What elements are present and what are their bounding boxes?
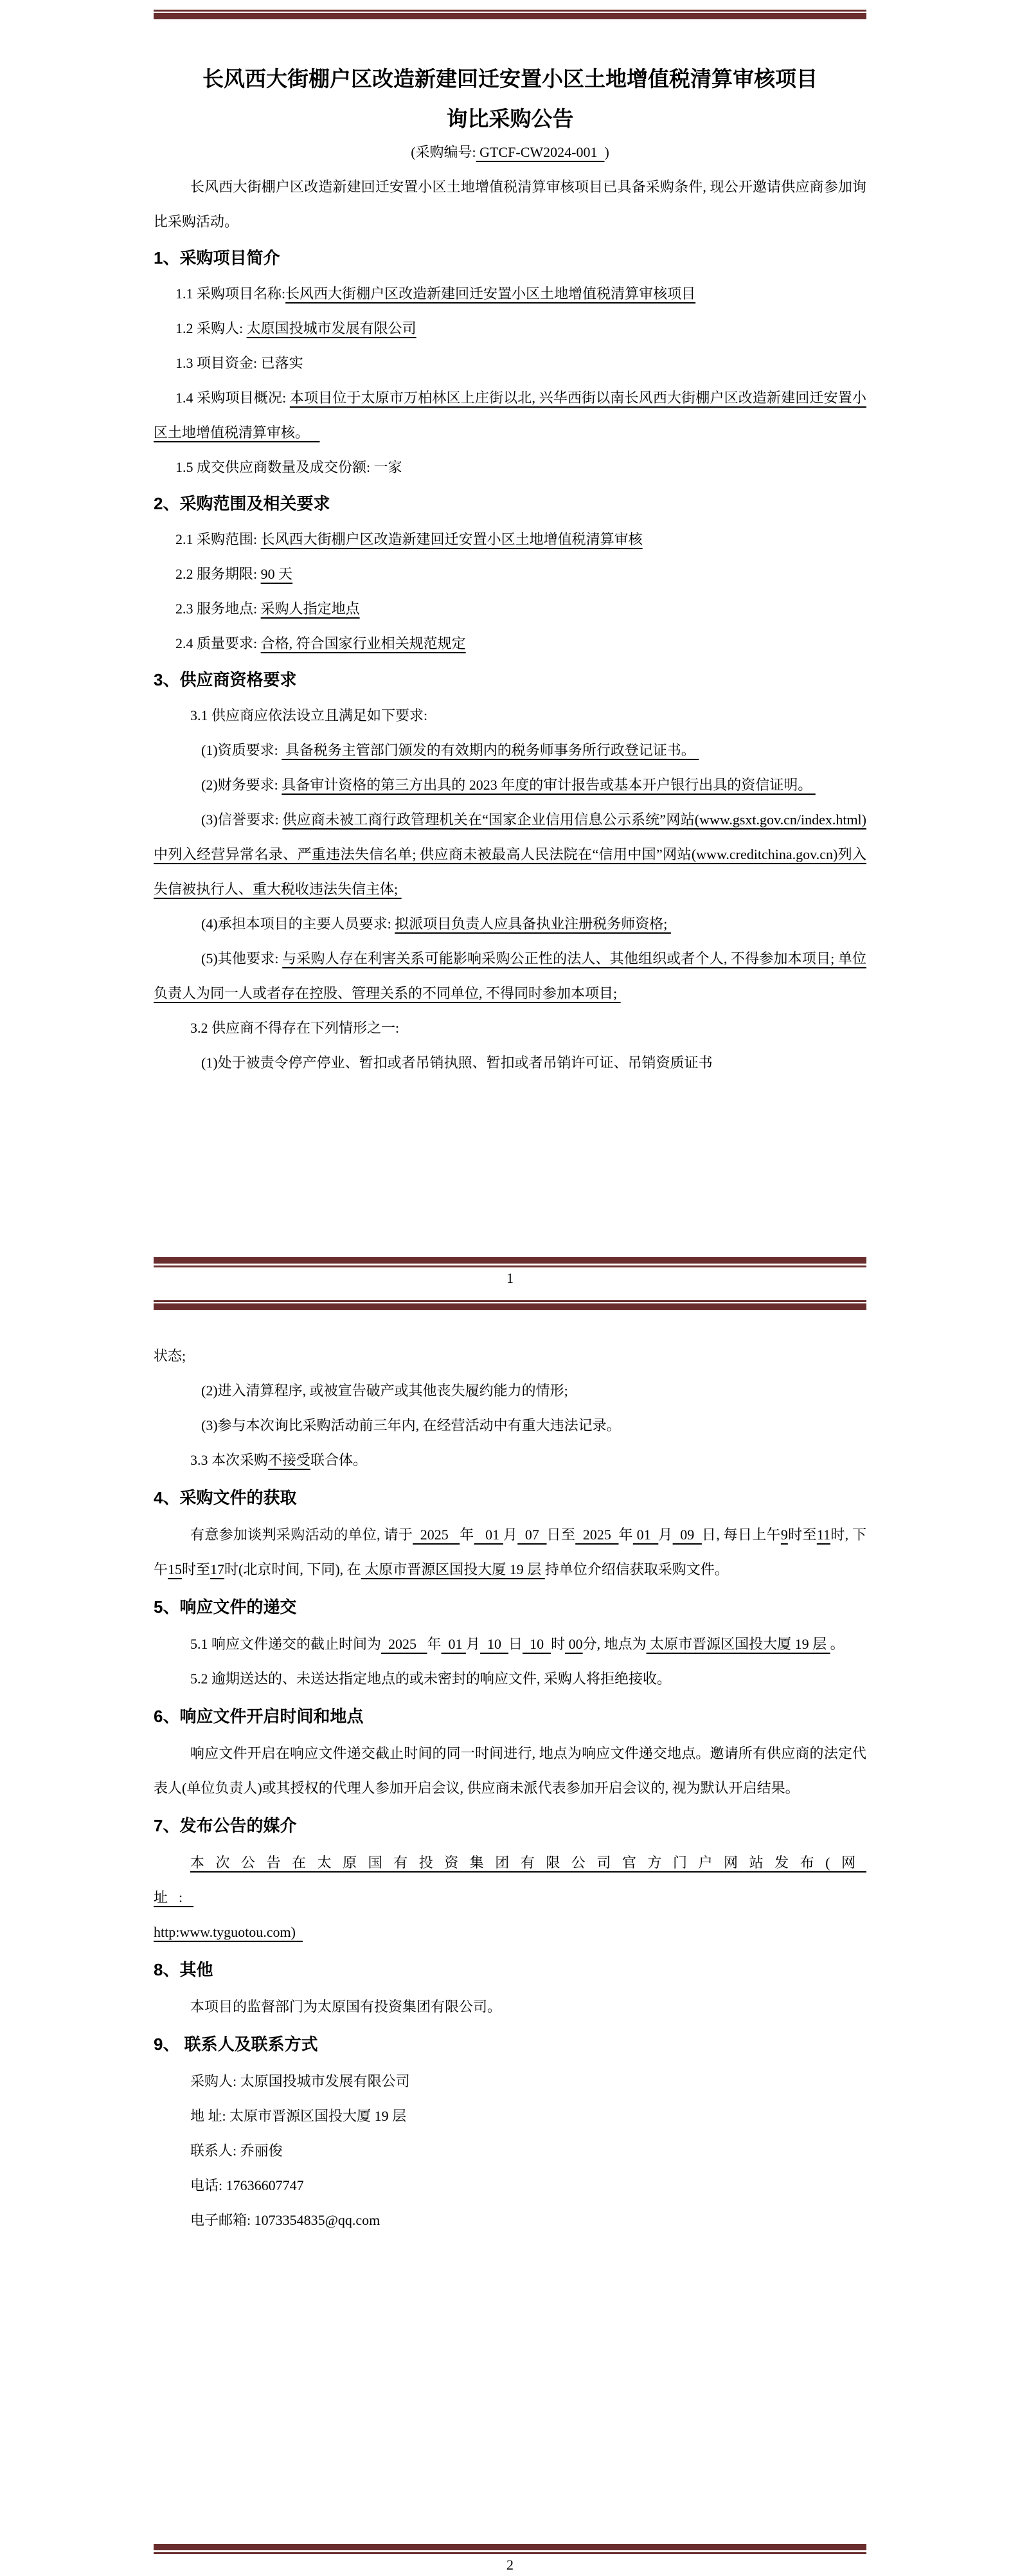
item-1-1-label: 1.1 采购项目名称:	[175, 286, 286, 302]
qual-3	[154, 803, 866, 907]
item-3-2: 3.2 供应商不得存在下列情形之一:	[190, 1020, 400, 1036]
procurement-number-line	[154, 135, 866, 170]
item-2-1-value: 长风西大街棚户区改造新建回迁安置小区土地增值税清算审核	[260, 531, 643, 547]
text-run: 日至	[546, 1527, 576, 1543]
cond-3: (3)参与本次询比采购活动前三年内, 在经营活动中有重大违法记录。	[201, 1417, 621, 1433]
blank-month-to: 01	[632, 1527, 659, 1543]
heading-8: 8、其他	[154, 1960, 213, 1979]
page2-number: 2	[506, 2557, 514, 2573]
text-run: 年	[618, 1527, 633, 1543]
item-1-3: 1.3 项目资金: 已落实	[175, 355, 303, 371]
cond-2: (2)进入清算程序, 或被宣告破产或其他丧失履约能力的情形;	[201, 1383, 568, 1399]
para-intro: 长风西大街棚户区改造新建回迁安置小区土地增值税清算审核项目已具备采购条件, 现公开邀请供应商参加询比采购活动。	[154, 179, 866, 230]
text-run: 有意参加谈判采购活动的单位, 请于	[190, 1527, 413, 1543]
page2-footer-thin-rule	[154, 2552, 866, 2554]
cond-1-continuation: 状态;	[154, 1348, 186, 1364]
item-1-1	[154, 277, 866, 311]
text-run: 月	[658, 1527, 673, 1543]
heading-6: 6、响应文件开启时间和地点	[154, 1707, 364, 1726]
text-run: 月	[503, 1527, 518, 1543]
item-2-1	[154, 522, 866, 557]
contact-address: 地 址: 太原市晋源区国投大厦 19 层	[190, 2108, 407, 2124]
item-1-1-value: 长风西大街棚户区改造新建回迁安置小区土地增值税清算审核项目	[285, 286, 696, 302]
heading-4: 4、采购文件的获取	[154, 1488, 297, 1507]
para-opening: 响应文件开启在响应文件递交截止时间的同一时间进行, 地点为响应文件递交地点。邀请所有供应商的法定代表人(单位负责人)或其授权的代理人参加开启会议, 供应商未派代表参加开启会议的, 视为默认开启结果。	[154, 1745, 866, 1796]
cond-1: (1)处于被责令停产停业、暂扣或者吊销执照、暂扣或者吊销许可证、吊销资质证书	[201, 1055, 713, 1071]
item-5-2: 5.2 逾期送达的、未送达指定地点的或未密封的响应文件, 采购人将拒绝接收。	[190, 1671, 672, 1687]
text-run: 分, 地点为	[582, 1636, 647, 1652]
text-run: 时(北京时间, 下同), 在	[224, 1561, 361, 1577]
heading-9: 9、 联系人及联系方式	[154, 2035, 318, 2054]
ref-suffix: )	[604, 144, 609, 160]
text-run: 年	[427, 1636, 442, 1652]
blank-deadline-year: 2025	[381, 1636, 427, 1652]
item-2-2	[154, 557, 866, 592]
para-media	[154, 1846, 866, 1950]
ref-number: GTCF-CW2024-001	[476, 144, 605, 160]
item-1-4-label: 1.4 采购项目概况:	[175, 390, 290, 406]
page2-footer-thick-rule	[154, 2544, 866, 2550]
qual-4	[154, 907, 866, 941]
page2-header-thin-rule	[154, 1300, 866, 1302]
item-3-3	[154, 1443, 866, 1478]
blank-deadline-day: 10	[480, 1636, 509, 1652]
para-acquisition	[154, 1518, 866, 1587]
text-run: 时至	[787, 1527, 817, 1543]
blank-hour-am-to: 11	[816, 1527, 830, 1543]
qual-2-label: (2)财务要求:	[201, 777, 282, 793]
blank-deadline-month: 01	[441, 1636, 467, 1652]
heading-7: 7、发布公告的媒介	[154, 1816, 297, 1835]
blank-hour-am-from: 9	[780, 1527, 788, 1543]
blank-location: 太原市晋源区国投大厦 19 层	[361, 1561, 545, 1577]
text-run: 日, 每日上午	[701, 1527, 781, 1543]
blank-hour-pm-from: 15	[168, 1561, 183, 1577]
qual-1-value: 具备税务主管部门颁发的有效期内的税务师事务所行政登记证书。	[282, 742, 699, 758]
text-run: 年	[460, 1527, 474, 1543]
blank-day-from: 07	[517, 1527, 547, 1543]
item-2-4-value: 合格, 符合国家行业相关规范规定	[260, 635, 466, 651]
text-run: 时, 下午	[154, 1527, 866, 1577]
item-2-2-label: 2.2 服务期限:	[175, 566, 261, 582]
text-run: 月	[466, 1636, 481, 1652]
item-1-2-value: 太原国投城市发展有限公司	[246, 320, 416, 336]
qual-1-label: (1)资质要求:	[201, 742, 282, 758]
item-3-3-emph: 不接受	[268, 1452, 311, 1468]
para-supervisor: 本项目的监督部门为太原国有投资集团有限公司。	[190, 1999, 502, 2015]
item-3-3-post: 联合体。	[310, 1452, 368, 1468]
qual-2	[154, 768, 866, 803]
item-2-4	[154, 626, 866, 661]
item-2-3-value: 采购人指定地点	[260, 601, 360, 617]
page2-content	[154, 1339, 866, 2238]
text-run: 时至	[182, 1561, 211, 1577]
item-3-1: 3.1 供应商应依法设立且满足如下要求:	[190, 707, 428, 723]
blank-deadline-minute: 00	[565, 1636, 583, 1652]
heading-1: 1、采购项目简介	[154, 248, 280, 268]
blank-hour-pm-to: 17	[210, 1561, 225, 1577]
blank-day-to: 09	[672, 1527, 702, 1543]
media-line1: 本次公告在太原国有投资集团有限公司官方门户网站发布(网址:	[154, 1855, 866, 1905]
text-run: 日	[508, 1636, 523, 1652]
text-run: 时	[551, 1636, 566, 1652]
media-url: http:www.tyguotou.com)	[154, 1924, 303, 1940]
doc-title-line1: 长风西大街棚户区改造新建回迁安置小区土地增值税清算审核项目	[202, 68, 818, 91]
qual-4-value: 拟派项目负责人应具备执业注册税务师资格;	[395, 916, 671, 932]
qual-5-value: 与采购人存在利害关系可能影响采购公正性的法人、其他组织或者个人, 不得参加本项目; 单位负责人为同一人或者存在控股、管理关系的不同单位, 不得同时参加本项目;	[154, 950, 867, 1001]
item-3-3-pre: 3.3 本次采购	[190, 1452, 269, 1468]
blank-year-from: 2025	[413, 1527, 460, 1543]
item-2-4-label: 2.4 质量要求:	[175, 635, 261, 651]
item-2-2-value: 90 天	[260, 566, 293, 582]
item-1-5: 1.5 成交供应商数量及成交份额: 一家	[175, 459, 402, 475]
page1-content	[154, 64, 866, 1080]
heading-3: 3、供应商资格要求	[154, 670, 297, 689]
qual-2-value: 具备审计资格的第三方出具的 2023 年度的审计报告或基本开户银行出具的资信证明。	[282, 777, 816, 793]
item-5-1	[154, 1627, 866, 1662]
item-1-4-value: 本项目位于太原市万柏林区上庄街以北, 兴华西街以南长风西大街棚户区改造新建回迁安置小区土地增值税清算审核。	[154, 390, 866, 440]
item-2-3-label: 2.3 服务地点:	[175, 601, 261, 617]
blank-year-to: 2025	[575, 1527, 619, 1543]
text-run: 5.1 响应文件递交的截止时间为	[190, 1636, 382, 1652]
page1-footer-thick-rule	[154, 1257, 866, 1264]
qual-5	[154, 941, 866, 1011]
contact-buyer: 采购人: 太原国投城市发展有限公司	[190, 2073, 410, 2089]
page1-footer-thin-rule	[154, 1265, 866, 1267]
qual-5-label: (5)其他要求:	[201, 950, 283, 966]
qual-3-value: 供应商未被工商行政管理机关在“国家企业信用信息公示系统”网站(www.gsxt.gov.cn/index.html)中列入经营异常名录、严重违法失信名单; 供应商未被最高人民法院在“信用中国”网站(www.creditchina.gov.cn)列入失信被执行人、重大税收违法失信主体;	[154, 812, 866, 897]
contact-phone: 电话: 17636607747	[190, 2177, 304, 2193]
contact-email: 电子邮箱: 1073354835@qq.com	[190, 2212, 380, 2228]
text-run: 。	[830, 1636, 845, 1652]
item-1-2	[154, 311, 866, 346]
text-run: 持单位介绍信获取采购文件。	[544, 1561, 729, 1577]
doc-title-line2: 询比采购公告	[446, 108, 574, 131]
blank-deadline-hour: 10	[523, 1636, 551, 1652]
ref-prefix: (采购编号:	[411, 144, 476, 160]
qual-4-label: (4)承担本项目的主要人员要求:	[201, 916, 395, 932]
contact-person: 联系人: 乔丽俊	[190, 2143, 283, 2159]
blank-submit-location: 太原市晋源区国投大厦 19 层	[646, 1636, 830, 1652]
page1-header-thick-rule	[154, 13, 866, 19]
blank-month-from: 01	[474, 1527, 503, 1543]
qual-3-label: (3)信誉要求:	[201, 812, 283, 828]
page2-header-thick-rule	[154, 1303, 866, 1310]
item-2-3	[154, 592, 866, 626]
qual-1	[154, 733, 866, 768]
heading-2: 2、采购范围及相关要求	[154, 494, 330, 513]
page1-number: 1	[506, 1270, 514, 1286]
item-1-4	[154, 381, 866, 450]
heading-5: 5、响应文件的递交	[154, 1597, 297, 1617]
page1-header-thin-rule	[154, 10, 866, 12]
item-2-1-label: 2.1 采购范围:	[175, 531, 261, 547]
item-1-2-label: 1.2 采购人:	[175, 320, 247, 336]
